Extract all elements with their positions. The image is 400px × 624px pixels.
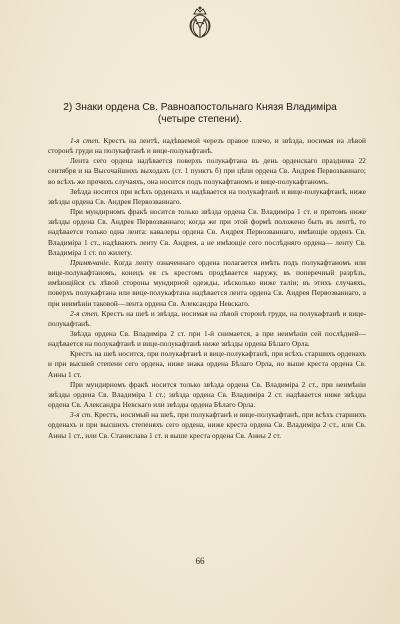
paragraph <box>48 309 366 329</box>
heading-line-1: 2) Знаки ордена Св. Равноапостольнаго Князя Владиміра <box>63 102 337 113</box>
paragraph-text: Крестъ на шеѣ носится, при полукафтанѣ и вице-полукафтанѣ, при всѣхъ старшихъ орденахъ и при высшей степени сего ордена, ниже знака ордена Бѣлаго Орла, но выше креста ордена Св. Анны 1 ст. <box>48 349 366 379</box>
paragraph-text: Крестъ на лентѣ, надѣваемой черезъ правое плечо, и звѣзда, носимая на лѣвой сторонѣ груди на полукафтанѣ и вице-полукафтанѣ. <box>48 136 366 156</box>
paragraph-lead: 3-я ст. <box>70 410 93 420</box>
paragraph <box>48 156 366 186</box>
paragraph-text: Когда ленту означеннаго ордена полагается имѣть подъ полукафтаномъ или вице-полукафтаномъ, конецъ ея съ крестомъ продѣвается наружу, въ поперечный разрѣзъ, имѣющійся съ лѣвой стороны мундирной одежды, нѣсколько ниже таліи; въ этихъ случаяхъ, поверхъ полукафтана или вице-полукафтана надѣвается лента ордена Св. Андрея Первозваннаго, а при неимѣніи таковой—лента ордена Св. Александра Невскаго. <box>48 257 366 308</box>
paragraph <box>48 329 366 349</box>
note-paragraph <box>48 258 366 309</box>
paragraph-lead: Примѣчаніе. <box>70 257 111 267</box>
imperial-monogram-icon <box>184 6 216 42</box>
paragraph-text: Звѣзда ордена Св. Владиміра 2 ст. при 1-й снимается, а при неимѣніи сей послѣдней—надѣвается на полукафтанѣ и вице-полукафтанѣ ниже звѣзды ордена Бѣлаго Орла. <box>48 328 366 349</box>
paragraph <box>48 349 366 379</box>
paragraph <box>48 187 366 207</box>
heading-line-2: (четыре степени). <box>157 114 243 125</box>
paragraph-text: Крестъ, носимый на шеѣ, при полукафтанѣ и вице-полукафтанѣ, при всѣхъ старшихъ орденахъ и при высшихъ степеняхъ сего ордена, ниже креста ордена Св. Владиміра 2 ст., или Св. Анны 1 ст., или Св. Станислава 1 ст. и выше креста ордена Св. Анны 2 ст. <box>48 410 366 440</box>
body-text <box>48 136 366 441</box>
paragraph-text: При мундирномъ фракѣ носится только звѣзда ордена Св. Владиміра 1 ст. и притомъ ниже звѣзды ордена Св. Андрея Первозваннаго; когда же при этой формѣ положено быть въ лентѣ, то надѣвается только одна лента: кавалеры ордена Св. Андрея Первозваннаго, имѣющіе орденъ Св. Владиміра 1 ст., надѣваютъ ленту Св. Андрея, а не имѣющіе сего послѣдняго ордена— ленту Св. Владиміра 1 ст. по жилету. <box>48 207 366 257</box>
page-number: 66 <box>195 556 205 566</box>
paragraph <box>48 410 366 440</box>
paragraph <box>48 136 366 156</box>
paragraph-text: При мундирномъ фракѣ носится только звѣзда ордена Св. Владиміра 2 ст., при неимѣніи звѣзды ордена Св. Владиміра 1 ст.; звѣзда ордена Св. Владиміра 2 ст. надѣвается ниже звѣзды ордена Св. Александра Невскаго или звѣзды ордена Бѣлаго Орла. <box>48 379 366 410</box>
paragraph-text: Крестъ на шеѣ и звѣзда, носимая на лѣвой сторонѣ груди, на полукафтанѣ и вице-полукафтанѣ. <box>48 308 366 328</box>
paragraph <box>48 207 366 258</box>
paragraph-text: Лента сего ордена надѣвается поверхъ полукафтана въ день орденскаго праздника 22 сентября и на Высочайшихъ выходахъ (ст. 1 пунктъ б) при цѣпи ордена Св. Андрея Первозваннаго; во всѣхъ же прочихъ случаяхъ, она носится подъ полукафтаномъ и вице-полукафтаномъ. <box>48 156 366 186</box>
paragraph-lead: 1-я степ. <box>70 136 101 145</box>
paragraph-text: Звѣзда носится при всѣхъ орденахъ и надѣвается на полукафтанѣ и вице-полукафтанѣ, ниже звѣзды ордена Св. Андрея Первозваннаго. <box>48 186 366 206</box>
section-heading <box>60 102 340 126</box>
paragraph-lead: 2-я степ. <box>70 308 100 318</box>
paragraph <box>48 380 366 410</box>
